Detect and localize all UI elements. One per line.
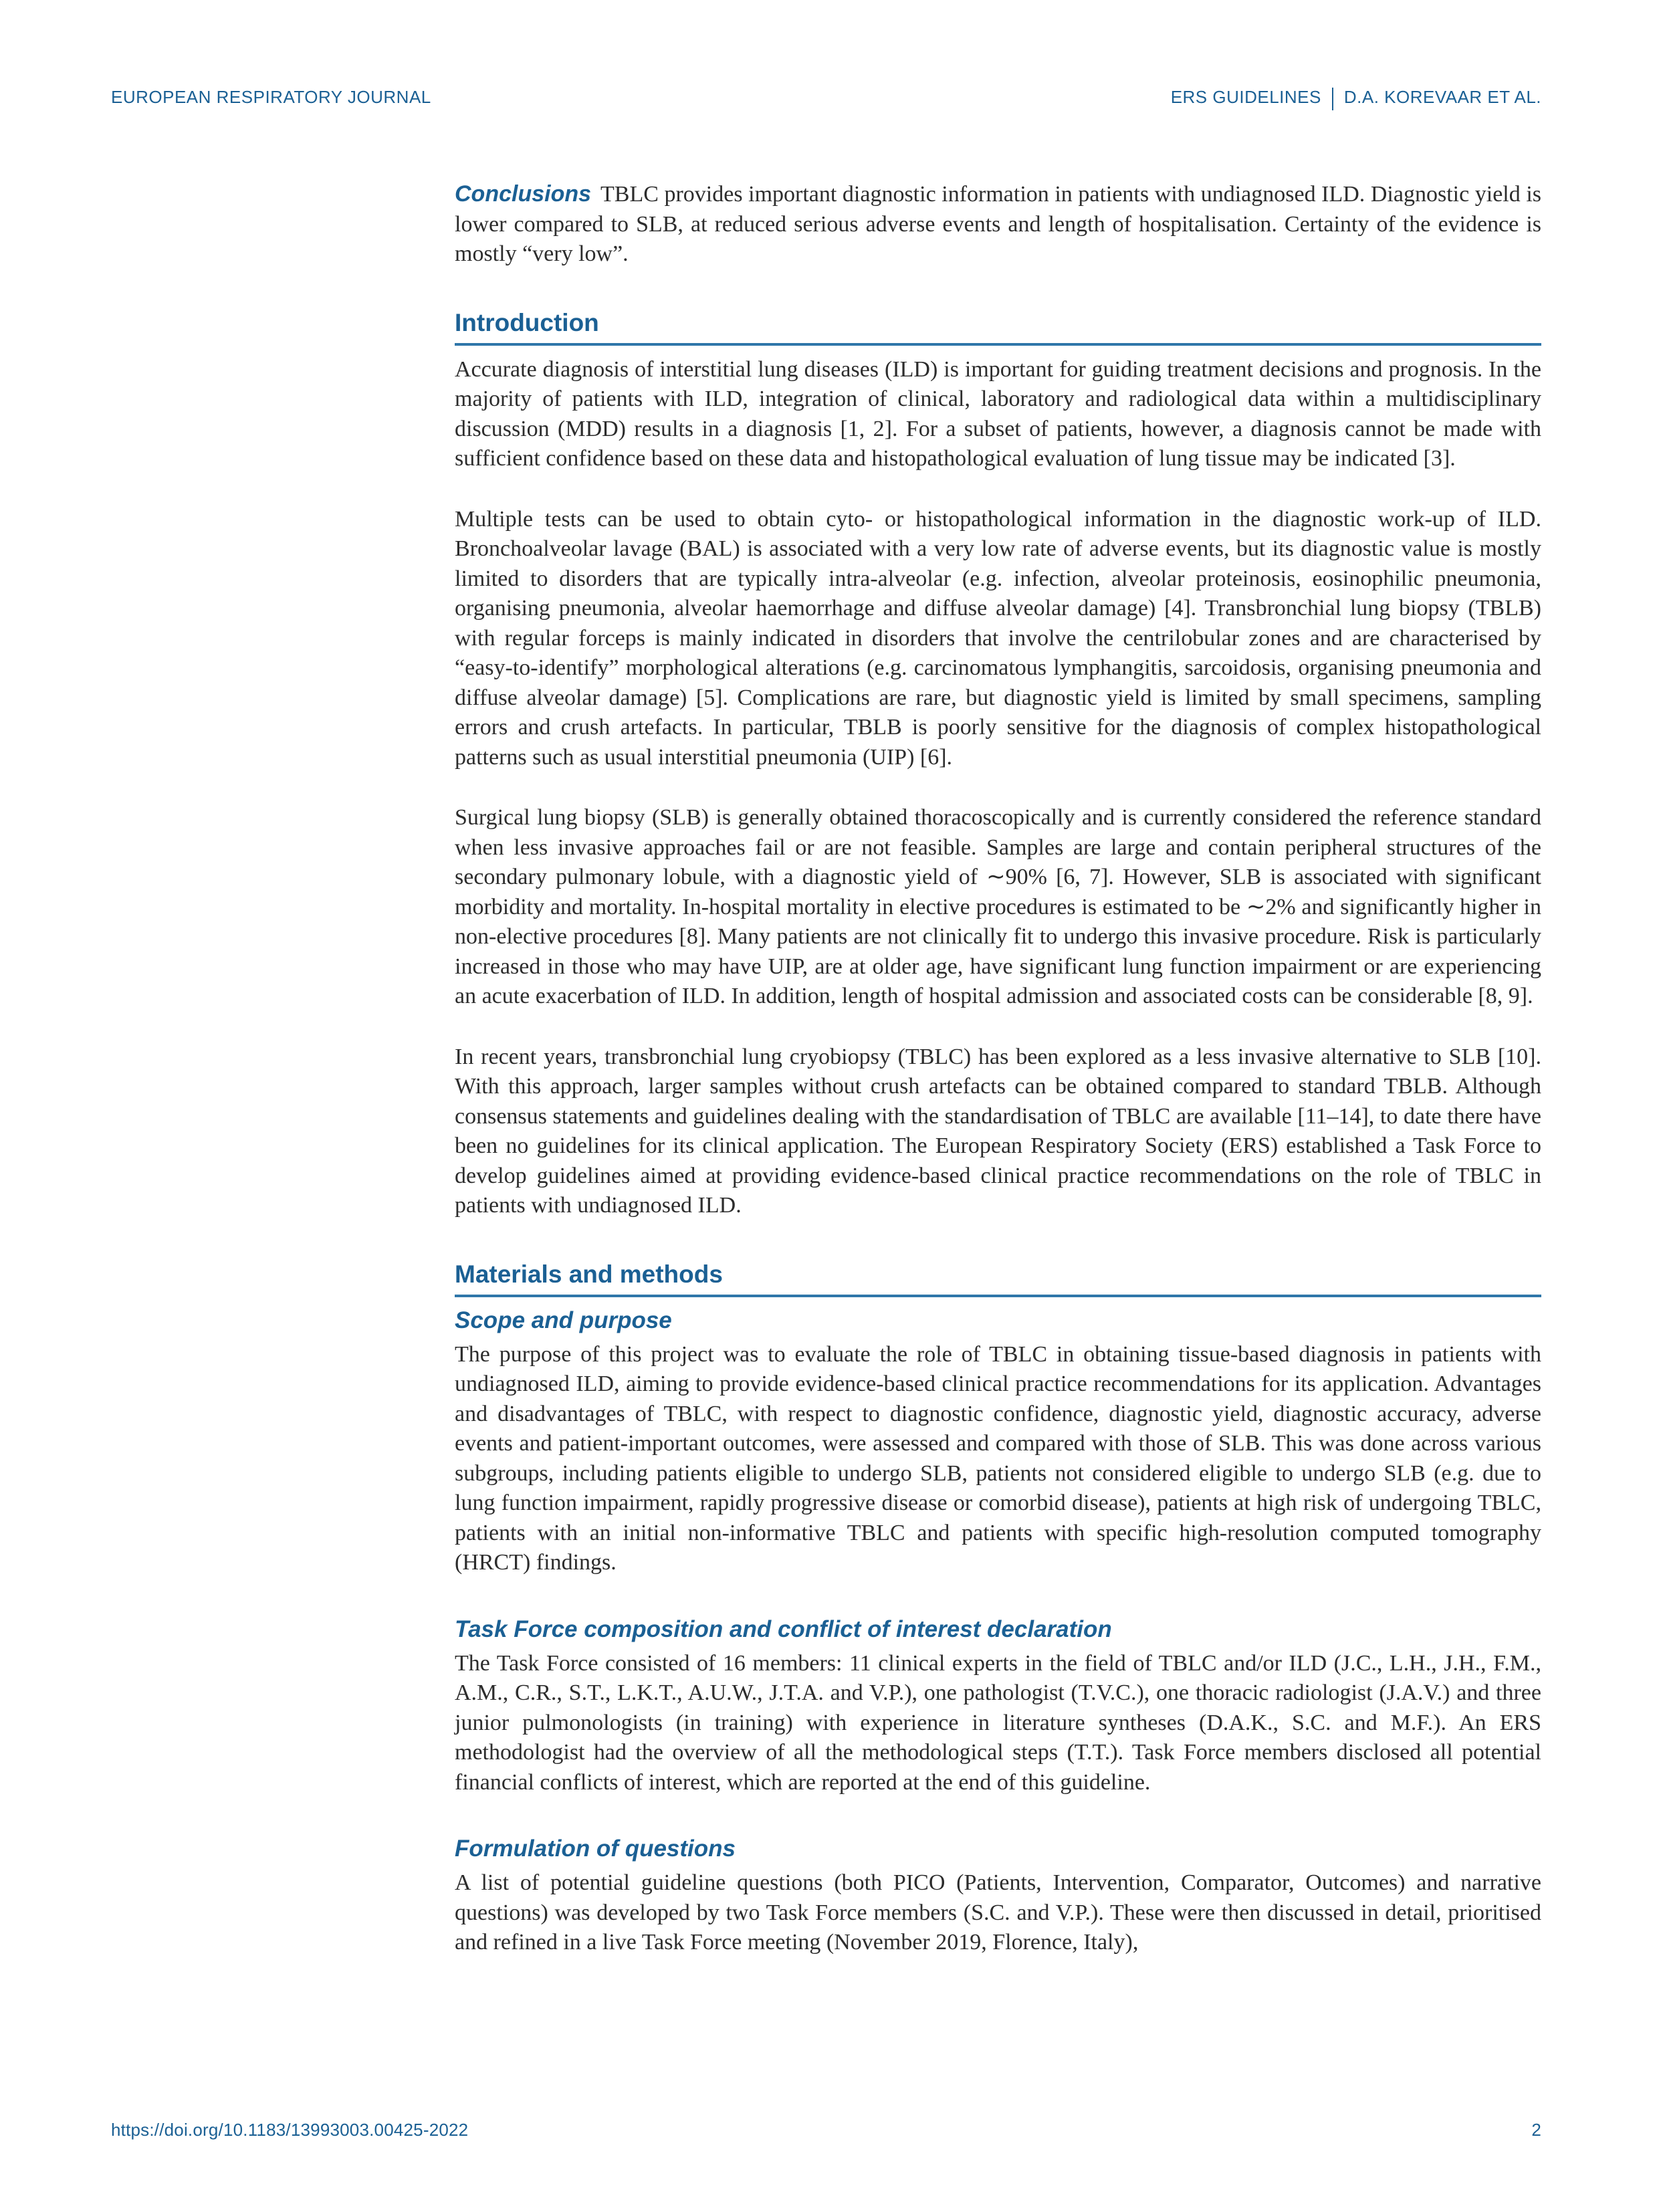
materials-heading: Materials and methods — [455, 1260, 723, 1288]
conclusions-paragraph — [455, 179, 1541, 269]
conclusions-text: TBLC provides important diagnostic information in patients with undiagnosed ILD. Diagnostic yield is lower compared to SLB, at reduced serious adverse events and length of hospitalisation. Certainty of the evidence is mostly “very low”. — [455, 182, 1541, 266]
doi-link[interactable]: https://doi.org/10.1183/13993003.00425-2022 — [111, 2120, 469, 2140]
running-head-article — [1171, 86, 1541, 108]
running-head-authors: D.A. KOREVAAR ET AL. — [1343, 86, 1541, 107]
section-heading-rule — [455, 308, 1541, 346]
page-header — [111, 86, 1541, 108]
scope-and-purpose-paragraph: The purpose of this project was to evaluate the role of TBLC in obtaining tissue-based diagnosis in patients with undiagnosed ILD, aiming to provide evidence-based clinical practice recommendations for its application. Advantages and disadvantages of TBLC, with respect to diagnostic confidence, diagnostic yield, diagnostic accuracy, adverse events and patient-important outcomes, were assessed and compared with those of SLB. This was done across various subgroups, including patients eligible to undergo SLB, patients not considered eligible to undergo SLB (e.g. due to lung function impairment, rapidly progressive disease or comorbid disease), patients at high risk of undergoing TBLC, patients with an initial non-informative TBLC and patients with specific high-resolution computed tomography (HRCT) findings. — [455, 1341, 1541, 1575]
header-divider — [1332, 88, 1333, 110]
introduction-paragraph-3: Surgical lung biopsy (SLB) is generally obtained thoracoscopically and is currently considered the reference standard when less invasive approaches fail or are not feasible. Samples are large and contain peripheral structures of the secondary pulmonary lobule, with a diagnostic yield of ∼90% [6, 7]. However, SLB is associated with significant morbidity and mortality. In-hospital mortality in elective procedures is estimated to be ∼2% and significantly higher in non-elective procedures [8]. Many patients are not clinically fit to undergo this invasive procedure. Risk is particularly increased in those who may have UIP, are at older age, have significant lung function impairment or are experiencing an acute exacerbation of ILD. In addition, length of hospital admission and associated costs can be considerable [8, 9]. — [455, 805, 1541, 1008]
task-force-composition-paragraph: The Task Force consisted of 16 members: 11 clinical experts in the field of TBLC and/or ILD (J.C., L.H., J.H., F.M., A.M., C.R., S.T., L.K.T., A.U.W., J.T.A. and V.P.), one pathologist (T.V.C.), one thoracic radiologist (J.A.V.) and three junior pulmonologists (in training) with experience in literature syntheses (D.A.K., S.C. and M.F.). An ERS methodologist had the overview of all the methodological steps (T.T.). Task Force members disclosed all potential financial conflicts of interest, which are reported at the end of this guideline. — [455, 1650, 1541, 1795]
conclusions-label: Conclusions — [455, 181, 592, 207]
introduction-paragraph-2: Multiple tests can be used to obtain cyto- or histopathological information in the diagnostic work-up of ILD. Bronchoalveolar lavage (BAL) is associated with a very low rate of adverse events, but its diagnostic value is mostly limited to disorders that are typically intra-alveolar (e.g. infection, alveolar proteinosis, eosinophilic pneumonia, organising pneumonia, alveolar haemorrhage and diffuse alveolar damage) [4]. Transbronchial lung biopsy (TBLB) with regular forceps is mainly indicated in disorders that involve the centrilobular zones and are characterised by “easy-to-identify” morphological alterations (e.g. carcinomatous lymphangitis, sarcoidosis, organising pneumonia and diffuse alveolar damage) [5]. Complications are rare, but diagnostic yield is limited by small specimens, sampling errors and crush artefacts. In particular, TBLB is poorly sensitive for the diagnosis of complex histopathological patterns such as usual interstitial pneumonia (UIP) [6]. — [455, 506, 1541, 770]
introduction-section — [455, 308, 1541, 1221]
introduction-heading: Introduction — [455, 308, 599, 336]
page-footer — [111, 2120, 1541, 2140]
introduction-paragraph-1: Accurate diagnosis of interstitial lung diseases (ILD) is important for guiding treatment decisions and prognosis. In the majority of patients with ILD, integration of clinical, laboratory and radiological data within a multidisciplinary discussion (MDD) results in a diagnosis [1, 2]. For a subset of patients, however, a diagnosis cannot be made with sufficient confidence based on these data and histopathological evaluation of lung tissue may be indicated [3]. — [455, 356, 1541, 471]
materials-and-methods-section — [455, 1260, 1541, 1958]
subheading-formulation-of-questions: Formulation of questions — [455, 1836, 736, 1862]
page-number: 2 — [1531, 2120, 1541, 2140]
section-heading-rule — [455, 1260, 1541, 1297]
formulation-of-questions-paragraph: A list of potential guideline questions (both PICO (Patients, Intervention, Comparator, Outcomes) and narrative questions) was developed by two Task Force members (S.C. and V.P.). These were then discussed in detail, prioritised and refined in a live Task Force meeting (November 2019, Florence, Italy), — [455, 1870, 1541, 1955]
introduction-paragraph-4: In recent years, transbronchial lung cryobiopsy (TBLC) has been explored as a less invasive alternative to SLB [10]. With this approach, larger samples without crush artefacts can be obtained compared to standard TBLB. Although consensus statements and guidelines dealing with the standardisation of TBLC are available [11–14], to date there have been no guidelines for its clinical application. The European Respiratory Society (ERS) established a Task Force to develop guidelines aimed at providing evidence-based clinical practice recommendations on the role of TBLC in patients with undiagnosed ILD. — [455, 1044, 1541, 1218]
running-head-journal: EUROPEAN RESPIRATORY JOURNAL — [111, 86, 431, 107]
subheading-task-force-composition: Task Force composition and conflict of interest declaration — [455, 1616, 1112, 1642]
subheading-scope-and-purpose: Scope and purpose — [455, 1307, 672, 1333]
article-body — [455, 179, 1541, 1958]
running-head-section: ERS GUIDELINES — [1170, 86, 1321, 107]
